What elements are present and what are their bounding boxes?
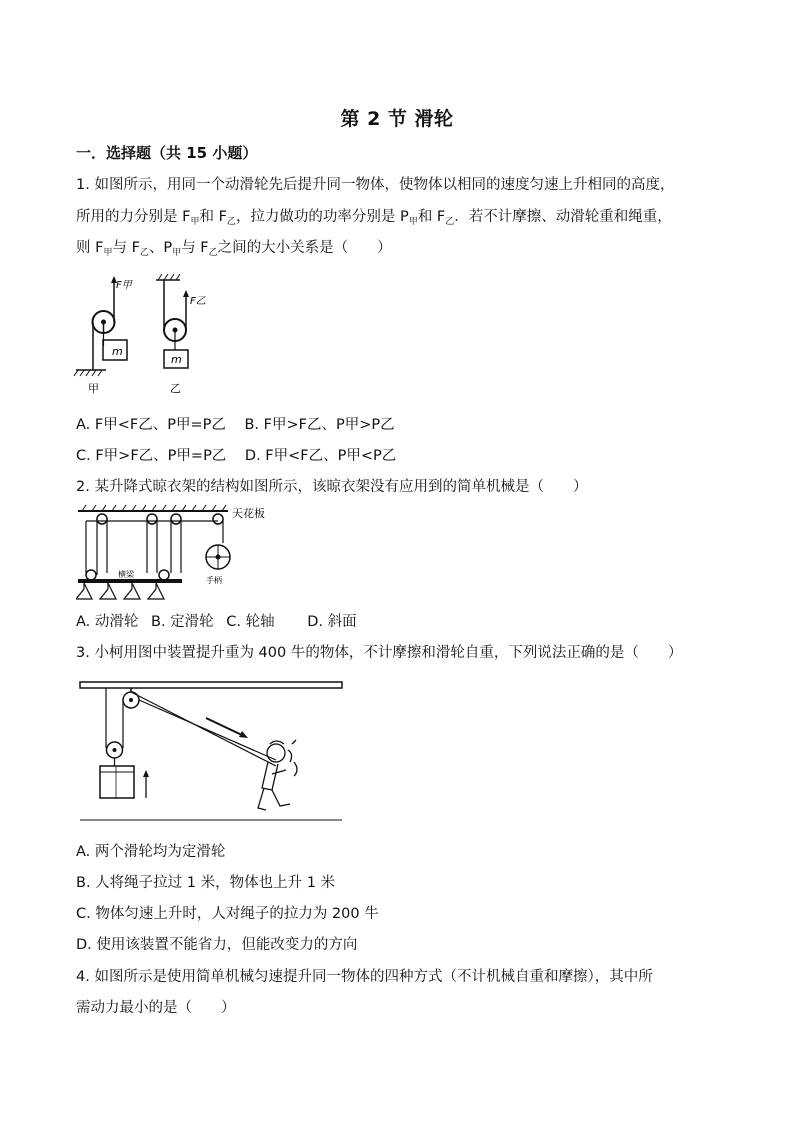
q2-stem: 2. 某升降式晾衣架的结构如图所示，该晾衣架没有应用到的简单机械是（ ） [76, 479, 588, 495]
q2-label-ceiling: 天花板 [232, 507, 265, 520]
q3-stem: 3. 小柯用图中装置提升重为 400 牛的物体，不计摩擦和滑轮自重，下列说法正确的是（ ） [76, 645, 683, 661]
q3-option-c[interactable]: C. 物体匀速上升时，人对绳子的拉力为 200 牛 [76, 906, 379, 922]
q4-stem-line2: 需动力最小的是（ ） [76, 1000, 236, 1016]
q1-pulley-figure [70, 270, 230, 400]
page-title: 第 2 节 滑轮 [340, 108, 454, 130]
q1-option-d[interactable]: D. F甲<F乙、P甲<P乙 [244, 448, 397, 464]
q2-option-b[interactable]: B. 定滑轮 [151, 614, 214, 630]
section-heading: 一．选择题（共 15 小题） [76, 144, 258, 162]
q1-options-row1 [76, 415, 395, 435]
q3-option-b[interactable]: B. 人将绳子拉过 1 米，物体也上升 1 米 [76, 875, 336, 891]
q1-stem-line1: 1. 如图所示，用同一个动滑轮先后提升同一物体，使物体以相同的速度匀速上升相同的高度， [76, 177, 675, 193]
q2-label-crank: 手柄 [206, 576, 222, 585]
q3-option-a[interactable]: A. 两个滑轮均为定滑轮 [76, 844, 226, 860]
q2-label-beam: 横梁 [118, 570, 134, 579]
q2-option-d[interactable]: D. 斜面 [307, 614, 357, 630]
q1-force-label-yi: F乙 [190, 296, 206, 307]
q1-stem-line2: 所用的力分别是 $F_甲$和 $F_乙$，拉力做功的功率分别是 $P_甲$和 $F_乙$．若不计摩擦、动滑轮重和绳重， [76, 209, 672, 227]
q3-option-d[interactable]: D. 使用该装置不能省力，但能改变力的方向 [76, 937, 358, 953]
q2-option-a[interactable]: A. 动滑轮 [76, 614, 139, 630]
q1-mass-label-yi: m [171, 353, 182, 366]
q1-label-yi: 乙 [170, 382, 181, 395]
q4-stem-line1: 4. 如图所示是使用简单机械匀速提升同一物体的四种方式（不计机械自重和摩擦），其中所 [76, 969, 653, 985]
q2-option-c[interactable]: C. 轮轴 [226, 614, 275, 630]
q2-options [76, 612, 357, 632]
q3-pulley-person-figure [76, 678, 346, 823]
q1-stem-line3: 则 $F_甲$与 $F_乙$、$P_甲$与 $F_乙$之间的大小关系是（ ） [76, 240, 392, 258]
q2-clothes-rack-figure [76, 503, 281, 608]
q1-label-jia: 甲 [88, 382, 99, 395]
q1-option-c[interactable]: C. F甲>F乙、P甲=P乙 [76, 448, 227, 464]
q1-option-b[interactable]: B. F甲>F乙、P甲>P乙 [244, 417, 395, 433]
q1-options-row2 [76, 446, 396, 466]
q1-option-a[interactable]: A. F甲<F乙、P甲=P乙 [76, 417, 226, 433]
q1-force-label-jia: F甲 [116, 280, 132, 291]
q1-mass-label-jia: m [112, 345, 123, 358]
